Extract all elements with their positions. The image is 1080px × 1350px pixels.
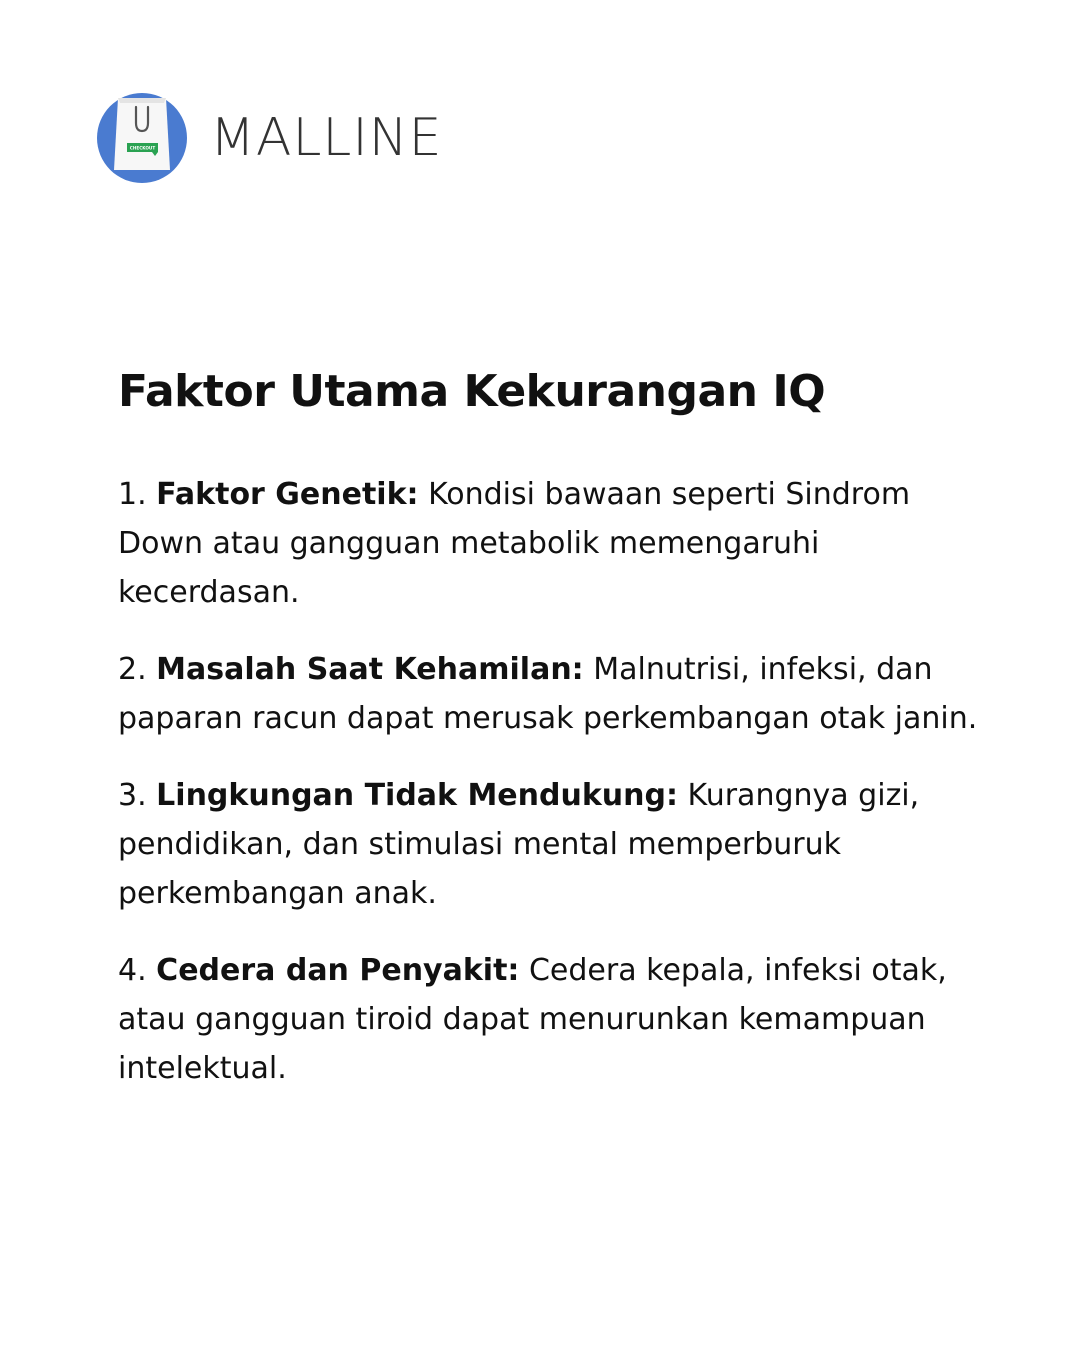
brand-name: MALLINE [210, 108, 443, 168]
shopping-bag-icon [96, 92, 188, 184]
factor-number: 3. [118, 778, 147, 813]
factor-item [118, 771, 978, 918]
factor-number: 4. [118, 953, 147, 988]
brand-header [96, 92, 442, 184]
factor-number: 2. [118, 652, 147, 687]
factor-text: Kurangnya gizi, pendidikan, dan stimulasi mental memperburuk perkembangan anak. [118, 778, 920, 911]
factor-heading: Faktor Genetik: [156, 477, 419, 512]
factor-text: Cedera kepala, infeksi otak, atau gangguan tiroid dapat menurunkan kemampuan intelektual. [118, 953, 947, 1086]
logo-tag-text: CHECKOUT [129, 145, 156, 151]
factor-item [118, 946, 978, 1093]
factor-text: Malnutrisi, infeksi, dan paparan racun dapat merusak perkembangan otak janin. [118, 652, 978, 736]
factor-heading: Cedera dan Penyakit: [156, 953, 520, 988]
article-content [118, 362, 978, 1121]
factor-heading: Lingkungan Tidak Mendukung: [156, 778, 678, 813]
factor-heading: Masalah Saat Kehamilan: [156, 652, 584, 687]
factor-number: 1. [118, 477, 147, 512]
page-title: Faktor Utama Kekurangan IQ [118, 366, 826, 417]
factor-text: Kondisi bawaan seperti Sindrom Down atau gangguan metabolik memengaruhi kecerdasan. [118, 477, 911, 610]
factor-item [118, 470, 978, 617]
factor-item [118, 645, 978, 743]
